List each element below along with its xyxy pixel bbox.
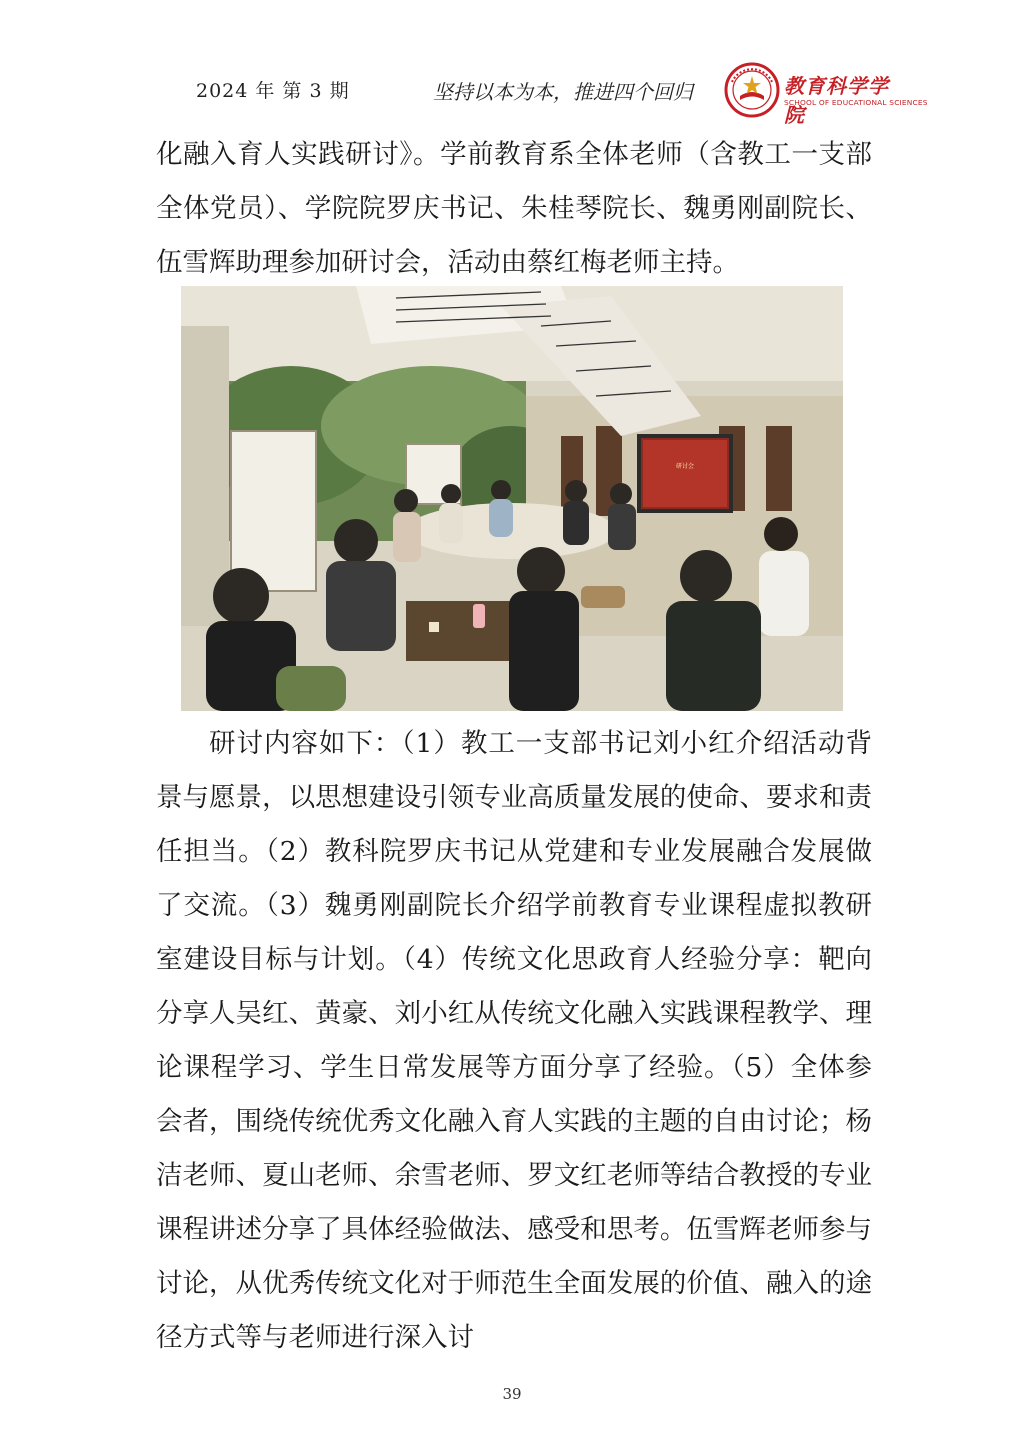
page-number: 39: [502, 1385, 522, 1403]
screen-text: 研讨会: [675, 463, 695, 470]
paragraph-2: 研讨内容如下：（1）教工一支部书记刘小红介绍活动背景与愿景，以思想建设引领专业高质量发展的使命、要求和责任担当。（2）教科院罗庆书记从党建和专业发展融合发展做了交流。（3）魏勇刚副院长介绍学前教育专业课程虚拟教研室建设目标与计划。（4）传统文化思政育人经验分享：靶向分享人吴红、黄豪、刘小红从传统文化融入实践课程教学、理论课程学习、学生日常发展等方面分享了经验。（5）全体参会者，围绕传统优秀文化融入育人实践的主题的自由讨论；杨洁老师、夏山老师、余雪老师、罗文红老师等结合教授的专业课程讲述分享了具体经验做法、感受和思考。伍雪辉老师参与讨论，从优秀传统文化对于师范生全面发展的价值、融入的途径方式等与老师进行深入讨: [156, 728, 872, 1353]
seminar-photo: [181, 286, 843, 711]
school-seal-icon: [724, 62, 780, 118]
logo-subtitle: SCHOOL OF EDUCATIONAL SCIENCES: [784, 98, 928, 107]
page-header: [0, 0, 1024, 125]
issue-label: 2024 年 第 3 期: [196, 80, 350, 102]
header-motto: 坚持以本为本，推进四个回归: [433, 80, 693, 104]
paragraph-1: 化融入育人实践研讨》。学前教育系全体老师（含教工一支部全体党员）、学院院罗庆书记、朱桂琴院长、魏勇刚副院长、伍雪辉助理参加研讨会，活动由蔡红梅老师主持。: [156, 139, 872, 278]
school-logo: [724, 62, 928, 127]
logo-name: 教育科学学院: [784, 74, 889, 127]
seminar-photo-illustration: [181, 286, 843, 711]
